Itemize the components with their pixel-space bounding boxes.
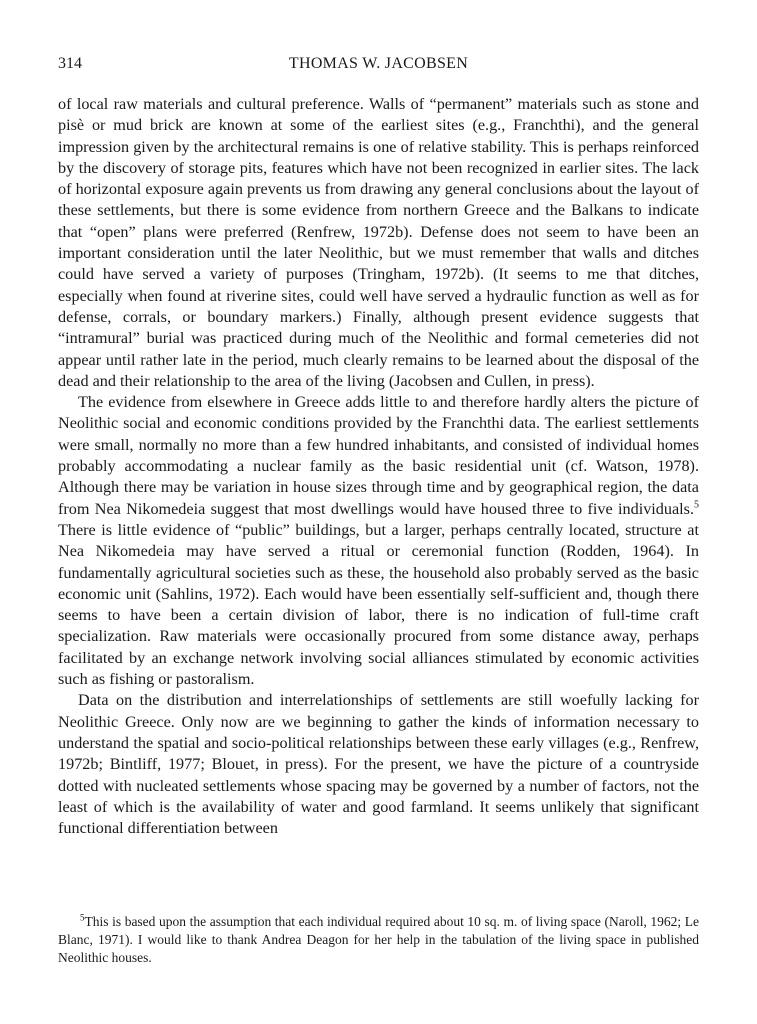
paragraph-text: The evidence from elsewhere in Greece adds little to and therefore hardly alters the picture of Neolithic social and economic conditions provided by the Franchthi data. The earliest settlements were small, normally no more than a few hundred inhabitants, and consisted of individual homes probably accommodating a nuclear family as the basic residential unit (cf. Watson, 1978). Although there may be variation in house sizes through time and by geographical region, the data from Nea Nikomedeia suggest that most dwellings would have housed three to five individuals. — [58, 393, 699, 518]
paragraph — [58, 392, 699, 690]
page-header — [58, 55, 699, 79]
footnote-reference: 5 — [694, 499, 699, 511]
running-head: THOMAS W. JACOBSEN — [288, 55, 469, 72]
paragraph-text: Data on the distribution and interrelationships of settlements are still woefully lacking for Neolithic Greece. Only now are we beginning to gather the kinds of information necessary to understand the spatial and socio-political relationships between these early villages (e.g., Renfrew, 1972b; Bintliff, 1977; Blouet, in press). For the present, we have the picture of a countryside dotted with nucleated settlements whose spacing may be governed by a number of factors, not the least of which is the availability of water and good farmland. It seems unlikely that significant functional differentiation between — [58, 691, 699, 838]
footnote-text — [58, 913, 699, 967]
paragraph-text: of local raw materials and cultural preference. Walls of “permanent” materials such as stone and pisè or mud brick are known at some of the earliest sites (e.g., Franchthi), and the general impression given by the architectural remains is one of relative stability. This is perhaps reinforced by the discovery of storage pits, features which have not been recognized in earlier sites. The lack of horizontal exposure again prevents us from drawing any general conclusions about the layout of these settlements, but there is some evidence from northern Greece and the Balkans to indicate that “open” plans were preferred (Renfrew, 1972b). Defense does not seem to have been an important consideration until the later Neolithic, but we must remember that walls and ditches could have served a variety of purposes (Tringham, 1972b). (It seems to me that ditches, especially when found at riverine sites, could well have served a hydraulic function as well as for defense, corrals, or boundary markers.) Finally, although present evidence suggests that “intramural” burial was practiced during much of the Neolithic and formal cemeteries did not appear until rather late in the period, much clearly remains to be learned about the disposal of the dead and their relationship to the area of the living (Jacobsen and Cullen, in press). — [58, 95, 699, 390]
paragraph — [58, 690, 699, 839]
footnote — [58, 913, 699, 967]
footnote-mark: 5 — [80, 912, 85, 923]
footnote-body: This is based upon the assumption that each individual required about 10 sq. m. of living space (Naroll, 1962; Le Blanc, 1971). I would like to thank Andrea Deagon for her help in the tabulation of the living space in published Neolithic houses. — [58, 914, 699, 965]
body-text — [58, 94, 699, 839]
page-number: 314 — [58, 55, 82, 72]
paragraph-continued — [58, 94, 699, 392]
paragraph-text: There is little evidence of “public” buildings, but a larger, perhaps centrally located, structure at Nea Nikomedeia may have served a ritual or ceremonial function (Rodden, 1964). In fundamentally agricultural societies such as these, the household also probably served as the basic economic unit (Sahlins, 1972). Each would have been essentially self-sufficient and, though there seems to have been a certain division of labor, there is no indication of full-time craft specialization. Raw materials were occasionally procured from some distance away, perhaps facilitated by an exchange network involving social alliances stimulated by economic activities such as fishing or pastoralism. — [58, 520, 699, 689]
